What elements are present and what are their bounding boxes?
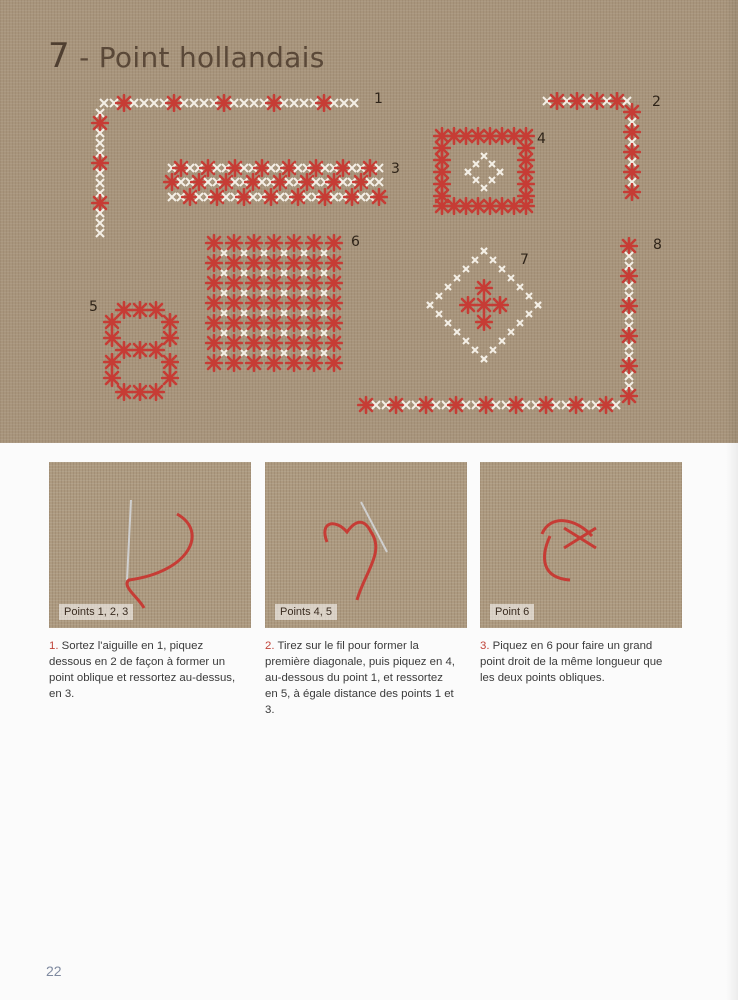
stitch-star <box>492 297 508 313</box>
marker-6: 6 <box>351 234 360 250</box>
cross-stitch <box>463 266 469 272</box>
book-spine-shadow <box>726 0 738 1000</box>
stitch-star <box>226 255 242 271</box>
cross-stitch <box>508 275 514 281</box>
stitch-star <box>162 330 178 346</box>
cross-stitch <box>517 320 523 326</box>
step-3-text: Piquez en 6 pour faire un grand point droit de la même longueur que les deux points obliques. <box>480 640 663 684</box>
stitch-star <box>263 189 279 205</box>
stitch-star <box>246 315 262 331</box>
cross-stitch <box>281 270 287 276</box>
cross-stitch <box>261 310 267 316</box>
stitch-star <box>206 355 222 371</box>
cross-stitch <box>96 139 104 147</box>
stitch-star <box>326 315 342 331</box>
cross-stitch <box>261 270 267 276</box>
cross-stitch <box>526 311 532 317</box>
stitch-star <box>621 298 637 314</box>
section-title-text: - Point hollandais <box>69 41 325 74</box>
stitch-star <box>173 160 189 176</box>
stitch-star <box>290 189 306 205</box>
cross-stitch <box>261 350 267 356</box>
stitch-star <box>236 189 252 205</box>
cross-stitch <box>281 310 287 316</box>
stitch-star <box>92 195 108 211</box>
cross-stitch <box>301 350 307 356</box>
cross-stitch <box>221 250 227 256</box>
page-number: 22 <box>46 963 62 979</box>
cross-stitch <box>481 185 487 191</box>
stitch-star <box>621 238 637 254</box>
stitch-star <box>209 189 225 205</box>
stitch-star <box>418 397 434 413</box>
cross-stitch <box>490 257 496 263</box>
stitch-star <box>286 335 302 351</box>
cross-stitch <box>281 250 287 256</box>
stitch-star <box>448 397 464 413</box>
stitch-star <box>92 115 108 131</box>
cross-stitch <box>436 311 442 317</box>
cross-stitch <box>301 290 307 296</box>
stitch-star <box>162 354 178 370</box>
cross-stitch <box>300 99 308 107</box>
marker-3: 3 <box>391 161 400 177</box>
stitch-star <box>266 275 282 291</box>
stitch-star <box>92 155 108 171</box>
marker-1: 1 <box>374 91 383 107</box>
stitch-star <box>460 297 476 313</box>
stitch-star <box>246 295 262 311</box>
stitch-star <box>162 314 178 330</box>
cross-stitch <box>221 310 227 316</box>
cross-stitch <box>321 290 327 296</box>
stitch-star <box>326 295 342 311</box>
cross-stitch <box>472 347 478 353</box>
stitch-star <box>568 397 584 413</box>
stitch-star <box>148 342 164 358</box>
cross-stitch <box>321 350 327 356</box>
marker-8: 8 <box>653 237 662 253</box>
stitch-star <box>272 174 288 190</box>
stitch-star <box>371 189 387 205</box>
stitch-star <box>306 335 322 351</box>
step-3-number: 3. <box>480 640 490 652</box>
stitch-star <box>624 184 640 200</box>
stitch-star <box>286 275 302 291</box>
stitch-star <box>326 355 342 371</box>
cross-stitch <box>290 99 298 107</box>
step-2-caption <box>265 638 455 718</box>
stitch-star <box>306 235 322 251</box>
stitch-star <box>206 335 222 351</box>
cross-stitch <box>445 320 451 326</box>
cross-stitch <box>140 99 148 107</box>
stitch-star <box>216 95 232 111</box>
stitch-star <box>508 397 524 413</box>
stitch-star <box>148 302 164 318</box>
stitch-star <box>306 315 322 331</box>
section-number: 7 <box>48 36 70 76</box>
stitch-star <box>362 160 378 176</box>
cross-stitch <box>261 250 267 256</box>
stitch-star <box>306 275 322 291</box>
cross-stitch <box>497 169 503 175</box>
stitch-star <box>164 174 180 190</box>
cross-stitch <box>517 284 523 290</box>
cross-stitch <box>301 270 307 276</box>
cross-stitch <box>489 177 495 183</box>
stitch-star <box>549 93 565 109</box>
step-2-text: Tirez sur le fil pour former la première diagonale, puis piquez en 4, au-dessous du point 1, et ressortez en 5, à égale distance des points 1 et 3. <box>265 640 455 716</box>
stitch-star <box>609 93 625 109</box>
stitch-star <box>191 174 207 190</box>
stitch-star <box>104 370 120 386</box>
stitch-star <box>476 314 492 330</box>
stitch-star <box>266 235 282 251</box>
stitch-star <box>266 355 282 371</box>
marker-5: 5 <box>89 299 98 315</box>
cross-stitch <box>301 250 307 256</box>
stitch-star <box>246 355 262 371</box>
stitch-star <box>245 174 261 190</box>
stitch-star <box>166 95 182 111</box>
stitch-star <box>326 255 342 271</box>
stitch-star <box>306 295 322 311</box>
cross-stitch <box>463 338 469 344</box>
stitch-star <box>621 268 637 284</box>
stitch-star <box>206 255 222 271</box>
cross-stitch <box>340 99 348 107</box>
step-1-number: 1. <box>49 640 59 652</box>
stitch-star <box>226 295 242 311</box>
stitch-star <box>266 335 282 351</box>
cross-stitch <box>499 266 505 272</box>
stitch-star <box>246 275 262 291</box>
stitch-star <box>624 144 640 160</box>
cross-stitch <box>445 284 451 290</box>
stitch-star <box>335 160 351 176</box>
stitch-star <box>308 160 324 176</box>
stitch-star <box>353 174 369 190</box>
cross-stitch <box>454 329 460 335</box>
stitch-star <box>434 188 450 204</box>
stitch-star <box>206 235 222 251</box>
stitch-star <box>116 95 132 111</box>
cross-stitch <box>96 179 104 187</box>
step-3-caption <box>480 638 670 686</box>
cross-stitch <box>481 356 487 362</box>
stitch-star <box>286 355 302 371</box>
stitch-star <box>621 328 637 344</box>
cross-stitch <box>241 350 247 356</box>
stitch-star <box>538 397 554 413</box>
cross-stitch <box>281 350 287 356</box>
stitch-star <box>200 160 216 176</box>
cross-stitch <box>472 257 478 263</box>
step-2-number: 2. <box>265 640 275 652</box>
step-2-photo <box>265 462 467 628</box>
stitch-star <box>227 160 243 176</box>
cross-stitch <box>508 329 514 335</box>
stitch-star <box>518 188 534 204</box>
stitch-star <box>624 104 640 120</box>
cross-stitch <box>481 153 487 159</box>
step-1-photo-label: Points 1, 2, 3 <box>59 604 133 620</box>
cross-stitch <box>96 219 104 227</box>
cross-stitch <box>221 290 227 296</box>
stitch-star <box>104 314 120 330</box>
stitch-star <box>306 355 322 371</box>
stitch-star <box>132 384 148 400</box>
cross-stitch <box>221 330 227 336</box>
cross-stitch <box>190 99 198 107</box>
cross-stitch <box>321 270 327 276</box>
stitch-star <box>226 355 242 371</box>
cross-stitch <box>150 99 158 107</box>
cross-stitch <box>241 270 247 276</box>
step-1-caption <box>49 638 239 702</box>
stitch-star <box>206 275 222 291</box>
marker-2: 2 <box>652 94 661 110</box>
stitch-star <box>254 160 270 176</box>
cross-stitch <box>301 310 307 316</box>
stitch-star <box>621 358 637 374</box>
marker-4: 4 <box>537 131 546 147</box>
stitch-star <box>218 174 234 190</box>
stitch-star <box>266 295 282 311</box>
stitch-star <box>624 164 640 180</box>
cross-stitch <box>481 248 487 254</box>
step-3-photo-label: Point 6 <box>490 604 534 620</box>
stitch-star <box>162 370 178 386</box>
stitch-star <box>306 255 322 271</box>
step-2-photo-label: Points 4, 5 <box>275 604 337 620</box>
cross-stitch <box>535 302 541 308</box>
cross-stitch <box>465 169 471 175</box>
cross-stitch <box>350 99 358 107</box>
stitch-star <box>358 397 374 413</box>
cross-stitch <box>321 250 327 256</box>
stitch-star <box>246 255 262 271</box>
stitch-star <box>624 124 640 140</box>
cross-stitch <box>281 330 287 336</box>
stitch-star <box>226 315 242 331</box>
cross-stitch <box>250 99 258 107</box>
stitch-star <box>266 95 282 111</box>
cross-stitch <box>473 177 479 183</box>
stitch-star <box>326 335 342 351</box>
stitch-star <box>286 235 302 251</box>
stitch-star <box>206 315 222 331</box>
stitch-star <box>226 275 242 291</box>
cross-stitch <box>261 330 267 336</box>
stitch-star <box>317 189 333 205</box>
step-1-photo <box>49 462 251 628</box>
stitch-star <box>478 397 494 413</box>
cross-stitch <box>473 161 479 167</box>
step-1-text: Sortez l'aiguille en 1, piquez dessous en 2 de façon à former un point oblique et ressortez au-dessus, en 3. <box>49 640 236 700</box>
cross-stitch <box>240 99 248 107</box>
stitch-star <box>206 295 222 311</box>
cross-stitch <box>200 99 208 107</box>
cross-stitch <box>436 293 442 299</box>
stitch-star <box>281 160 297 176</box>
step-3-photo <box>480 462 682 628</box>
stitch-star <box>299 174 315 190</box>
cross-stitch <box>526 293 532 299</box>
stitch-star <box>326 235 342 251</box>
hero-photo <box>0 0 738 443</box>
cross-stitch <box>221 350 227 356</box>
cross-stitch <box>96 229 104 237</box>
cross-stitch <box>375 178 383 186</box>
stitch-star <box>388 397 404 413</box>
cross-stitch <box>241 250 247 256</box>
stitch-star <box>344 189 360 205</box>
cross-stitch <box>241 330 247 336</box>
stitch-star <box>286 255 302 271</box>
marker-7: 7 <box>520 252 529 268</box>
stitch-star <box>326 275 342 291</box>
cross-stitch <box>261 290 267 296</box>
cross-stitch <box>454 275 460 281</box>
cross-stitch <box>241 290 247 296</box>
stitch-star <box>226 335 242 351</box>
stitch-star <box>148 384 164 400</box>
cross-stitch <box>321 310 327 316</box>
cross-stitch <box>301 330 307 336</box>
stitch-star <box>621 388 637 404</box>
cross-stitch <box>427 302 433 308</box>
section-title <box>48 36 325 76</box>
cross-stitch <box>241 310 247 316</box>
stitch-star <box>116 384 132 400</box>
stitch-star <box>569 93 585 109</box>
cross-stitch <box>281 290 287 296</box>
stitch-star <box>589 93 605 109</box>
stitch-star <box>598 397 614 413</box>
cross-stitch <box>499 338 505 344</box>
stitch-star <box>316 95 332 111</box>
stitch-star <box>476 297 492 313</box>
cross-stitch <box>100 99 108 107</box>
stitch-star <box>286 295 302 311</box>
stitch-star <box>104 330 120 346</box>
cross-stitch <box>489 161 495 167</box>
stitch-star <box>266 255 282 271</box>
stitch-star <box>266 315 282 331</box>
stitch-star <box>326 174 342 190</box>
stitch-star <box>226 235 242 251</box>
cross-stitch <box>168 193 176 201</box>
stitch-star <box>132 302 148 318</box>
stitch-star <box>182 189 198 205</box>
stitch-star <box>286 315 302 331</box>
cross-stitch <box>490 347 496 353</box>
cross-stitch <box>321 330 327 336</box>
stitch-star <box>246 235 262 251</box>
stitch-star <box>132 342 148 358</box>
stitch-star <box>104 354 120 370</box>
cross-stitch <box>221 270 227 276</box>
stitch-star <box>246 335 262 351</box>
stitch-star <box>476 280 492 296</box>
